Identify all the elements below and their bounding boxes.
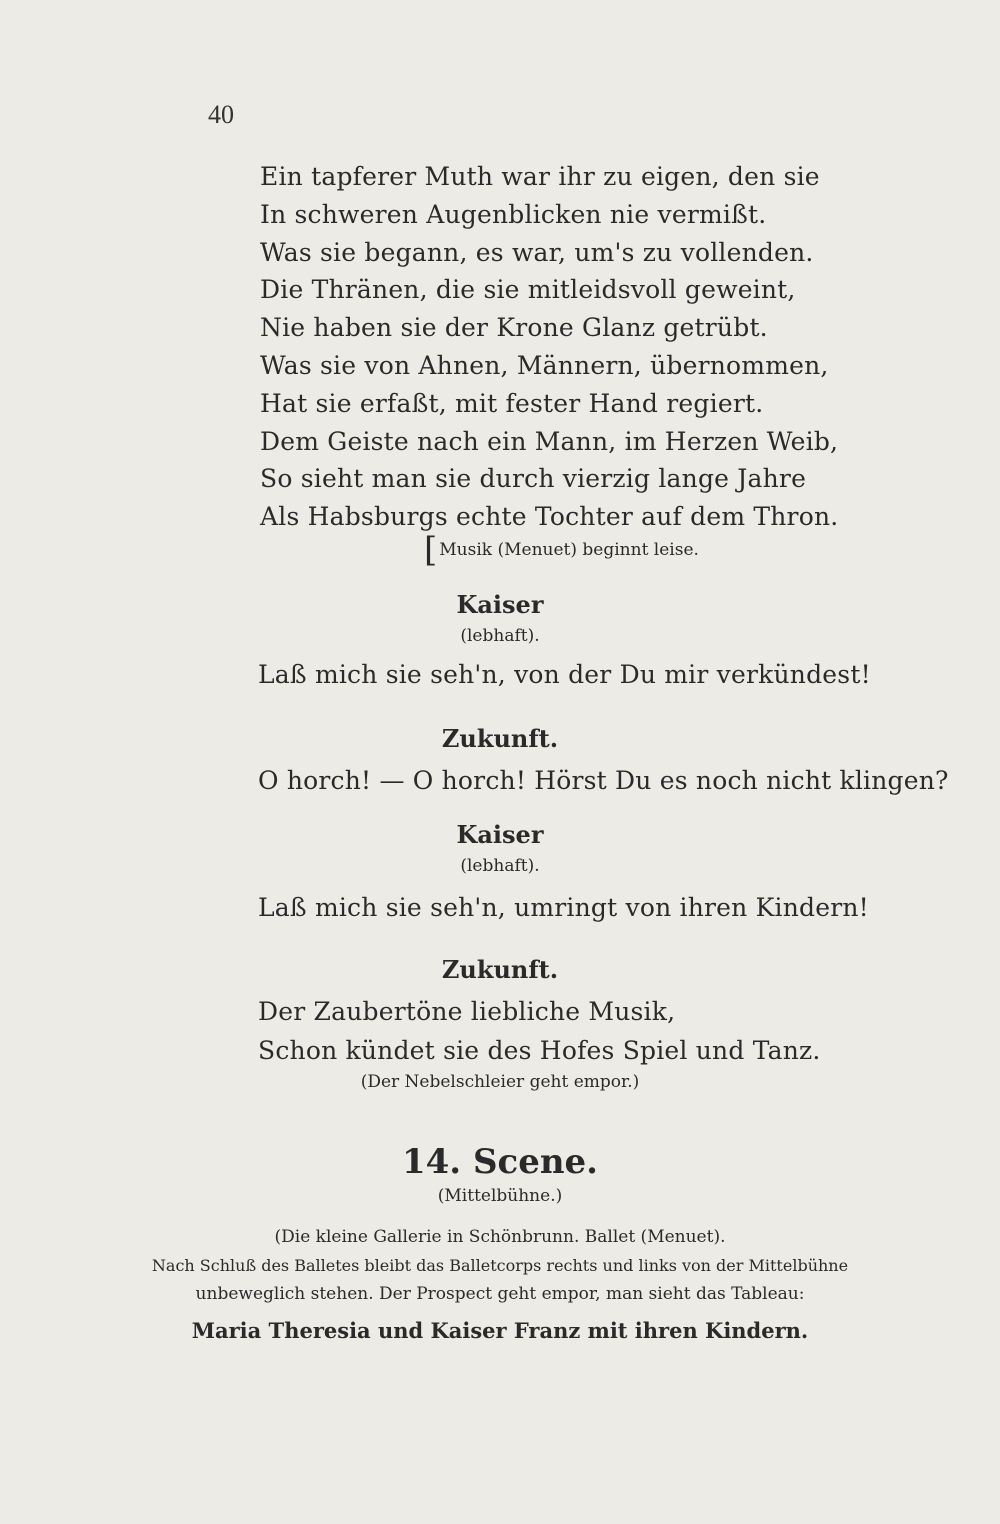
dialogue-line: Schon kündet sie des Hofes Spiel und Tanz.: [258, 1036, 821, 1065]
verse-line: Nie haben sie der Krone Glanz getrübt.: [260, 313, 768, 343]
verse-line: In schweren Augenblicken nie vermißt.: [260, 199, 767, 229]
verse-line: Hat sie erfaßt, mit fester Hand regiert.: [260, 388, 764, 418]
scene-location: (Mittelbühne.): [437, 1186, 563, 1206]
speaker-name: Kaiser: [456, 820, 544, 849]
verse-line: So sieht man sie durch vierzig lange Jahre: [260, 464, 807, 494]
stage-direction-music: [424, 530, 699, 570]
speaker-direction: (lebhaft).: [460, 626, 540, 646]
speaker-name: Zukunft.: [441, 724, 559, 753]
verse-line: Als Habsburgs echte Tochter auf dem Thron.: [260, 502, 839, 532]
scene-description: Nach Schluß des Balletes bleibt das Balletcorps rechts und links von der Mittelbühne: [151, 1256, 849, 1275]
verse-line: Dem Geiste nach ein Mann, im Herzen Weib,: [260, 426, 839, 456]
dialogue-line: O horch! — O horch! Hörst Du es noch nicht klingen?: [258, 766, 949, 795]
verse-line: Die Thränen, die sie mitleidsvoll geweint,: [260, 275, 796, 305]
verse-block: [260, 158, 839, 536]
speaker-name: Zukunft.: [441, 955, 559, 984]
speaker-name: Kaiser: [456, 590, 544, 619]
verse-line: Was sie von Ahnen, Männern, übernommen,: [260, 350, 829, 380]
stage-direction-text: Musik (Menuet) beginnt leise.: [439, 540, 699, 560]
stage-direction: (Der Nebelschleier geht empor.): [360, 1072, 640, 1092]
speaker-direction: (lebhaft).: [460, 856, 540, 876]
scene-description: unbeweglich stehen. Der Prospect geht empor, man sieht das Tableau:: [195, 1284, 805, 1304]
dialogue-line: Laß mich sie seh'n, umringt von ihren Kindern!: [258, 893, 869, 922]
dialogue-line: Laß mich sie seh'n, von der Du mir verkündest!: [258, 660, 871, 689]
page-number: 40: [208, 100, 234, 129]
bracket-mark: [: [424, 530, 438, 570]
scene-heading: 14. Scene.: [401, 1142, 599, 1182]
verse-line: Was sie begann, es war, um's zu vollenden.: [260, 237, 814, 267]
tableau-title: Maria Theresia und Kaiser Franz mit ihren Kindern.: [191, 1318, 809, 1343]
dialogue-line: Der Zaubertöne liebliche Musik,: [258, 997, 676, 1026]
scene-description: (Die kleine Gallerie in Schönbrunn. Ballet (Menuet).: [274, 1227, 726, 1247]
verse-line: Ein tapferer Muth war ihr zu eigen, den sie: [260, 162, 820, 191]
